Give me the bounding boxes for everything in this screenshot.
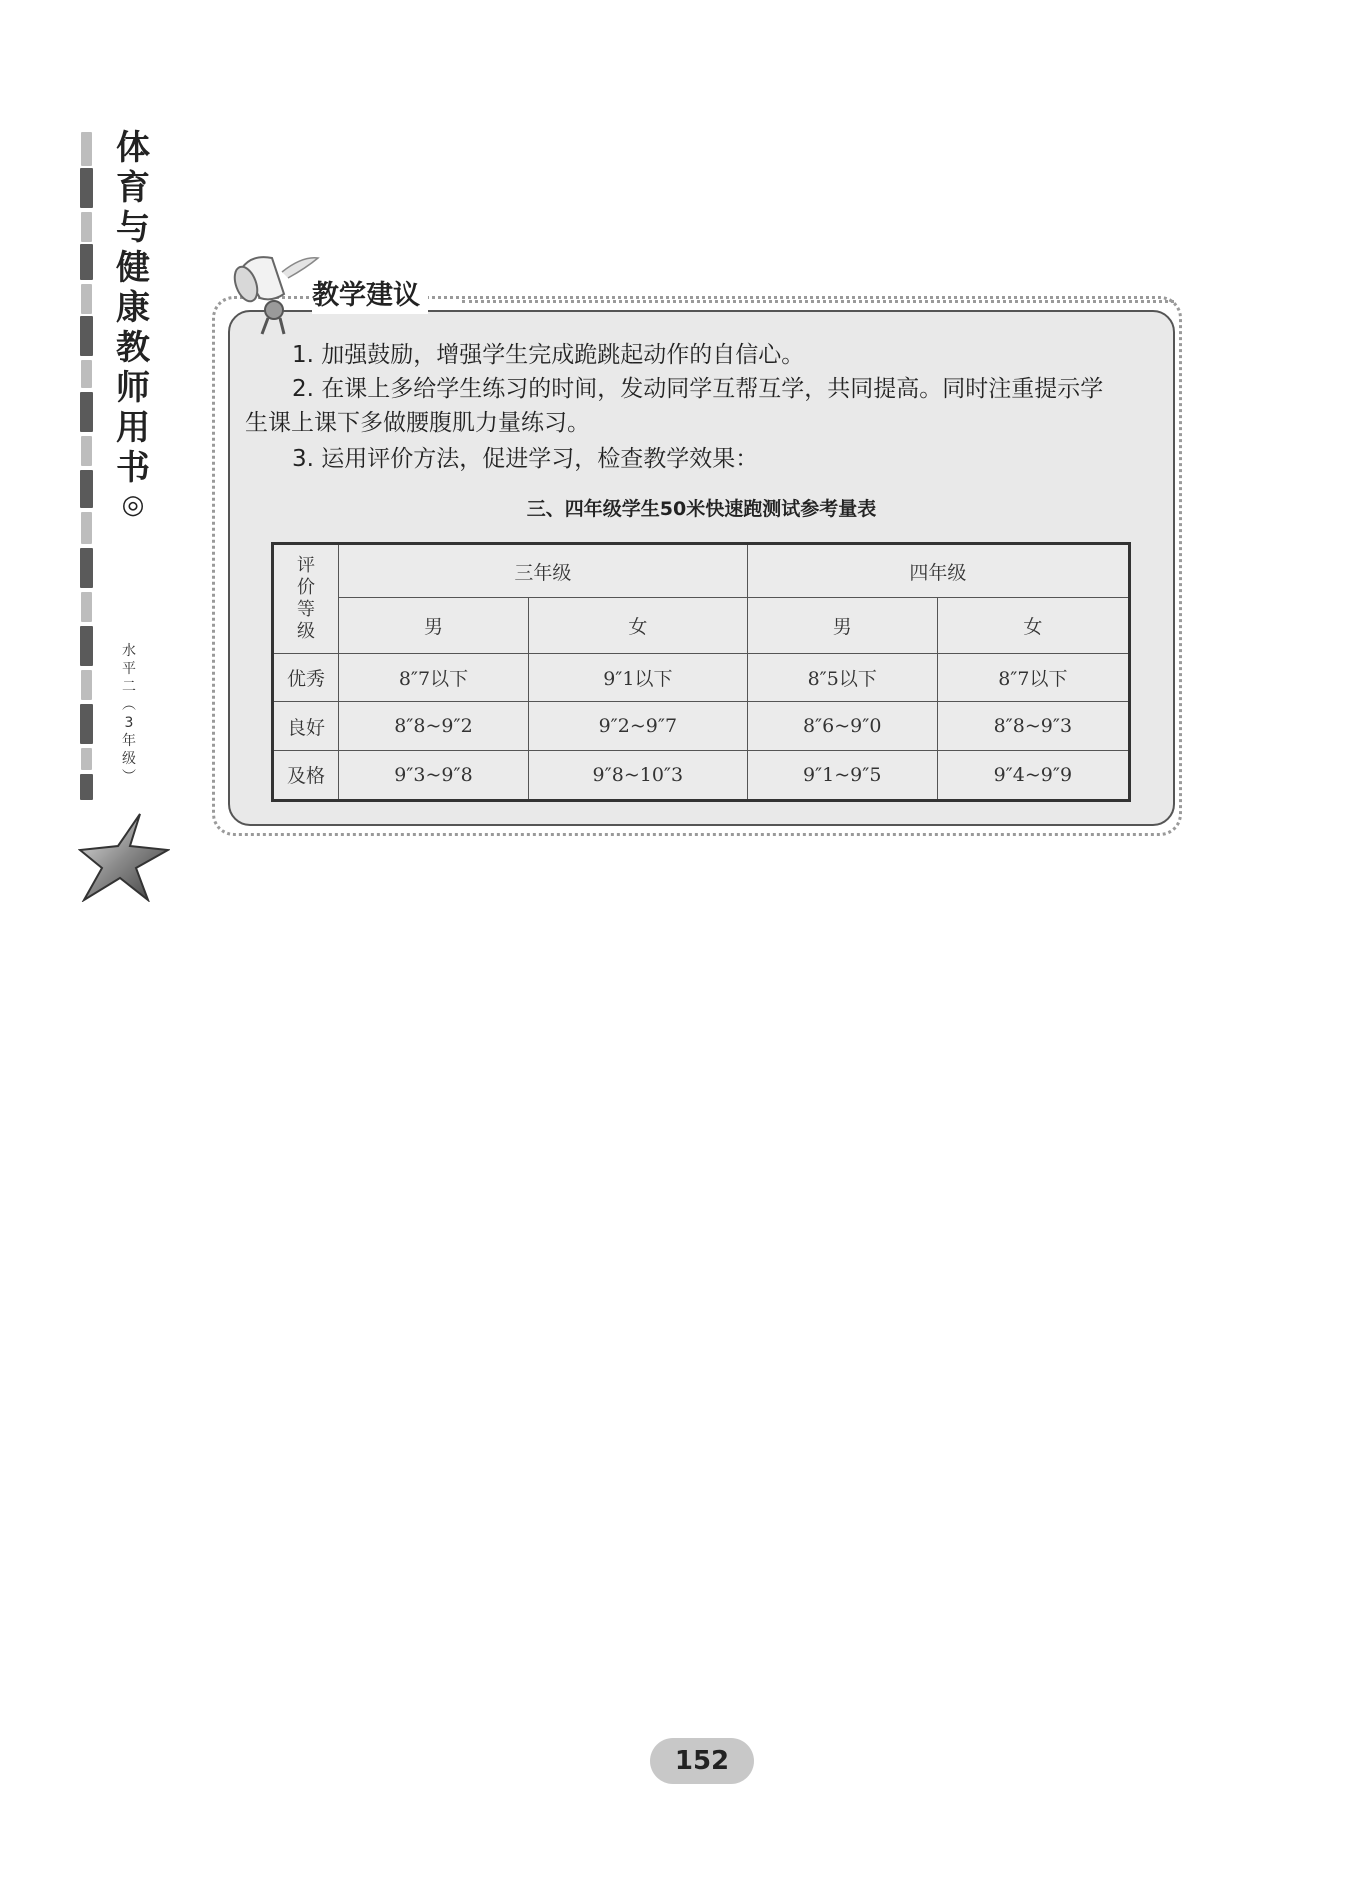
page-number: 152 [650,1738,754,1784]
suggestion-item: 2. 在课上多给学生练习的时间，发动同学互帮互学，共同提高。同时注重提示学 [292,376,1104,402]
section-heading: 教学建议 [312,278,428,314]
corner-header [273,544,339,654]
suggestion-item: 3. 运用评价方法，促进学习，检查教学效果： [292,446,759,472]
table-cell: 8″6~9″0 [747,702,937,750]
grade-header: 四年级 [747,544,1129,598]
title-char: 健 [116,248,150,288]
corner-char: 评 [297,555,315,576]
score-table [271,542,1131,802]
table-row [273,750,1130,800]
grade-header: 三年级 [339,544,748,598]
table-cell: 8″7以下 [937,654,1129,702]
title-char: 体 [116,128,150,168]
level-subtitle [118,642,140,786]
title-char: 书 [116,448,150,488]
corner-char: 价 [297,577,315,598]
scroll-icon [222,248,322,338]
title-char: 师 [116,368,150,408]
sub-char: ︶ [122,769,136,785]
table-row [273,702,1130,750]
table-cell: 8″8~9″3 [937,702,1129,750]
sub-char: 3 [124,715,134,731]
suggestion-item: 1. 加强鼓励，增强学生完成跪跳起动作的自信心。 [292,342,805,368]
level-cell: 及格 [273,750,339,800]
title-char: 育 [116,168,150,208]
star-icon [78,812,170,902]
title-mark: ◎ [121,490,145,520]
gender-header: 女 [528,598,747,654]
title-char: 用 [116,408,150,448]
margin-bars [0,0,110,820]
gender-header: 女 [937,598,1129,654]
title-char: 与 [116,208,150,248]
table-cell: 8″5以下 [747,654,937,702]
level-cell: 优秀 [273,654,339,702]
sub-char: ︵ [122,697,136,713]
gender-header: 男 [339,598,529,654]
table-row [273,654,1130,702]
gender-header: 男 [747,598,937,654]
book-title [112,128,154,522]
sub-char: 级 [122,751,136,767]
heading-dotted-rule [462,300,1174,303]
level-cell: 良好 [273,702,339,750]
corner-char: 等 [297,599,315,620]
table-cell: 9″8~10″3 [528,750,747,800]
table-title: 三、四年级学生50米快速跑测试参考量表 [526,498,877,520]
title-char: 教 [116,328,150,368]
sub-char: 平 [122,661,136,677]
corner-char: 级 [297,621,315,642]
table-cell: 9″3~9″8 [339,750,529,800]
table-cell: 9″4~9″9 [937,750,1129,800]
suggestion-item: 生课上课下多做腰腹肌力量练习。 [245,410,590,436]
table-cell: 9″2~9″7 [528,702,747,750]
table-cell: 8″8~9″2 [339,702,529,750]
table-cell: 8″7以下 [339,654,529,702]
table-cell: 9″1以下 [528,654,747,702]
sub-char: 水 [122,643,136,659]
title-char: 康 [116,288,150,328]
sub-char: 年 [122,733,136,749]
sub-char: 二 [122,679,136,695]
table-cell: 9″1~9″5 [747,750,937,800]
